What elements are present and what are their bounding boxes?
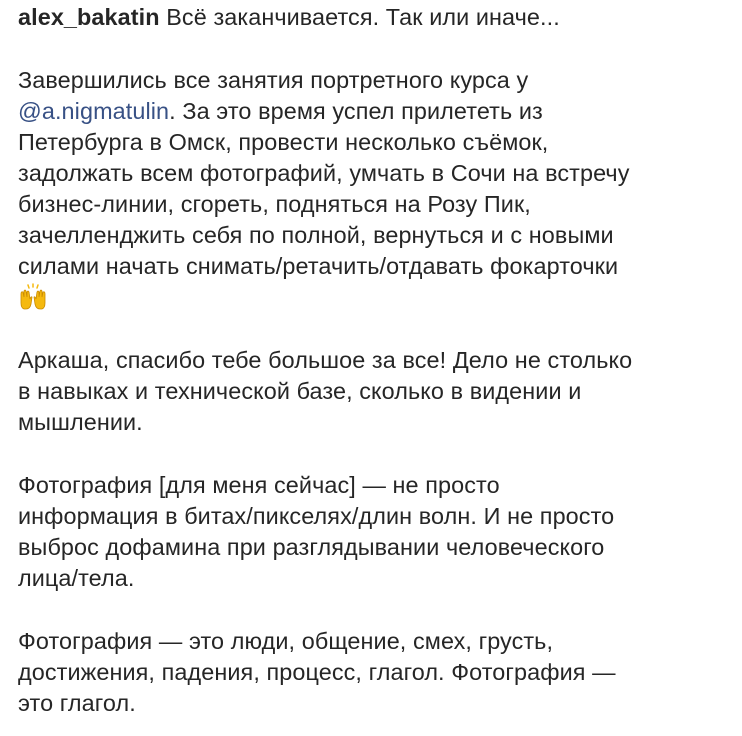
paragraph-spacer (18, 313, 724, 345)
caption-paragraph-4 (18, 626, 724, 719)
caption-paragraph-2 (18, 345, 724, 438)
caption-text-fragment: . За это время успел прилететь из (169, 98, 543, 124)
caption-text-line (18, 96, 724, 127)
caption-text-line: это глагол. (18, 690, 136, 716)
raising-hands-emoji-icon (18, 282, 48, 312)
caption-emoji-line (18, 282, 724, 313)
caption-text-line: силами начать снимать/ретачить/отдавать фокарточки (18, 253, 619, 279)
caption-paragraph-1 (18, 65, 724, 313)
mention-link[interactable]: @a.nigmatulin (18, 98, 170, 124)
caption-text-line: в навыках и технической базе, сколько в видении и (18, 378, 582, 404)
caption-text-line: зачелленджить себя по полной, вернуться и с новыми (18, 222, 614, 248)
caption-text-line: мышлении. (18, 409, 143, 435)
caption-headline: Всё заканчивается. Так или иначе... (166, 4, 560, 30)
caption-paragraph-3 (18, 470, 724, 594)
caption-text-line: информация в битах/пикселях/длин волн. И не просто (18, 503, 615, 529)
caption-header-line (18, 2, 724, 33)
caption-text-line: Завершились все занятия портретного курса у (18, 67, 529, 93)
paragraph-spacer (18, 594, 724, 626)
caption-text-line: достижения, падения, процесс, глагол. Фотография — (18, 659, 616, 685)
caption-text-line: задолжать всем фотографий, умчать в Сочи на встречу (18, 160, 630, 186)
caption-text-line: бизнес-линии, сгореть, подняться на Розу Пик, (18, 191, 531, 217)
paragraph-spacer (18, 33, 724, 65)
caption-text-line: Петербурга в Омск, провести несколько съёмок, (18, 129, 549, 155)
caption-text-line: Аркаша, спасибо тебе большое за все! Дело не столько (18, 347, 633, 373)
caption-text-line: Фотография [для меня сейчас] — не просто (18, 472, 500, 498)
caption-text-line: лица/тела. (18, 565, 135, 591)
paragraph-spacer (18, 438, 724, 470)
caption-text-line: Фотография — это люди, общение, смех, грусть, (18, 628, 554, 654)
username-link[interactable]: alex_bakatin (18, 4, 160, 30)
caption-text-line: выброс дофамина при разглядывании человеческого (18, 534, 605, 560)
